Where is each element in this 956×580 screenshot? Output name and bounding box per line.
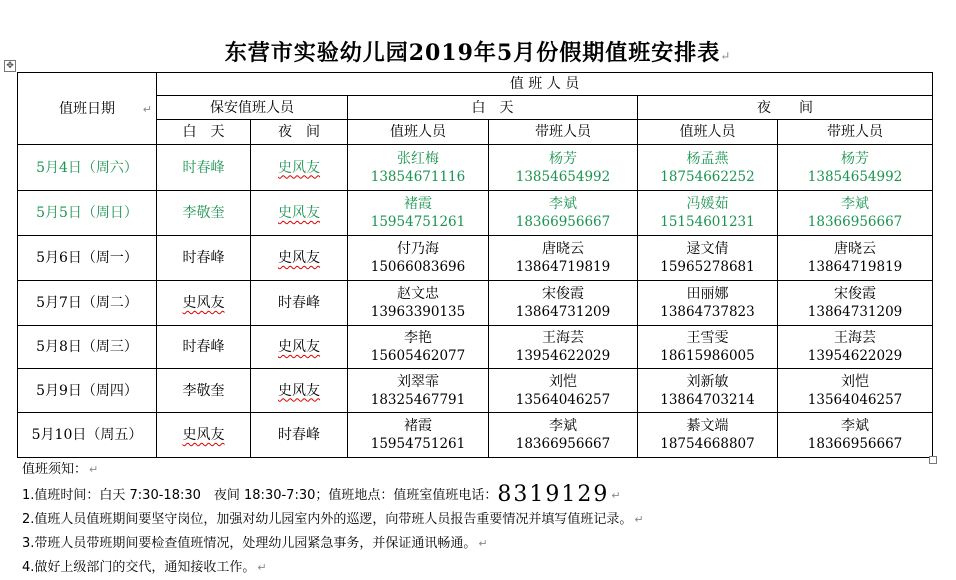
day-lead-person: [489, 191, 638, 236]
security-night-staff: 史风友: [251, 145, 348, 191]
person-name: 唐晓云: [542, 241, 584, 257]
duty-schedule-table: [17, 72, 933, 458]
day-duty-person: [348, 145, 489, 191]
person-phone: 18366956667: [807, 214, 903, 230]
person-name: 王海芸: [542, 330, 584, 346]
security-day-staff: 史风友: [157, 413, 251, 458]
person-phone: 13864719819: [515, 259, 611, 275]
day-lead-person: [489, 145, 638, 191]
night-duty-person: [638, 413, 778, 458]
schedule-row: [18, 281, 933, 326]
person-phone: 15154601231: [660, 214, 755, 230]
person-name: 宋俊霞: [834, 286, 877, 302]
security-day-staff: 时春峰: [157, 326, 251, 369]
person-name: 刘恺: [549, 373, 577, 390]
person-phone: 13864737823: [660, 304, 755, 320]
schedule-row: [18, 191, 933, 236]
day-lead-person: [489, 369, 638, 413]
night-lead-person: [778, 236, 933, 281]
header-security-group: 保安值班人员: [157, 96, 348, 120]
security-night-staff: 史风友: [251, 236, 348, 281]
day-duty-person: [348, 369, 489, 413]
night-lead-person: [778, 326, 933, 369]
notes-line-3: 3.带班人员带班期间要检查值班情况，处理幼儿园紧急事务，并保证通讯畅通。 ↵: [22, 536, 488, 551]
person-name: 王雪雯: [686, 330, 729, 346]
person-phone: 15605462077: [370, 348, 466, 364]
day-lead-person: [489, 281, 638, 326]
schedule-row: [18, 145, 933, 191]
person-name: 褚霞: [404, 418, 432, 434]
night-duty-person: [638, 145, 778, 191]
header-night-lead: 带班人员: [778, 120, 933, 145]
day-duty-person: [348, 281, 489, 326]
person-phone: 13854671116: [370, 168, 466, 185]
person-name: 李斌: [549, 196, 577, 212]
person-name: 杨芳: [841, 150, 870, 167]
night-duty-person: [638, 326, 778, 369]
person-phone: 18754668807: [660, 436, 755, 452]
person-phone: 13564046257: [515, 391, 611, 408]
person-phone: 15954751261: [370, 214, 466, 230]
schedule-row: [18, 369, 933, 413]
person-name: 褚霞: [404, 196, 432, 212]
person-phone: 15066083696: [370, 259, 466, 275]
person-phone: 13864731209: [807, 304, 903, 320]
person-name: 刘新敏: [686, 373, 729, 390]
person-name: 宋俊霞: [542, 286, 584, 302]
notes-line-1: 1.值班时间：白天 7:30-18:30 夜间 18:30-7:30；值班地点：值班室值班电话：8319129 ↵: [22, 482, 621, 507]
person-phone: 13854654992: [515, 168, 611, 185]
security-day-staff: 李敬奎: [157, 369, 251, 413]
security-day-staff: 时春峰: [157, 145, 251, 191]
person-name: 逯文倩: [686, 241, 729, 257]
header-night-shift: 夜 间: [638, 96, 933, 120]
night-duty-person: [638, 281, 778, 326]
security-night-staff: 时春峰: [251, 413, 348, 458]
person-name: 王海芸: [834, 330, 877, 346]
schedule-row: [18, 413, 933, 458]
document-title: [0, 36, 956, 67]
person-phone: 18366956667: [515, 436, 611, 452]
person-phone: 13954622029: [807, 348, 903, 364]
notes-heading: 值班须知： ↵: [22, 462, 99, 477]
person-phone: 13864731209: [515, 304, 611, 320]
person-name: 李艳: [404, 330, 432, 346]
header-day-lead: 带班人员: [489, 120, 638, 145]
person-phone: 13864703214: [660, 391, 755, 408]
person-name: 李斌: [549, 418, 577, 434]
schedule-date: 5月10日（周五）: [18, 413, 157, 458]
person-name: 綦文端: [686, 418, 729, 434]
night-lead-person: [778, 369, 933, 413]
day-lead-person: [489, 413, 638, 458]
person-phone: 18754662252: [660, 168, 755, 185]
schedule-date: 5月9日（周四）: [18, 369, 157, 413]
schedule-date: 5月4日（周六）: [18, 145, 157, 191]
security-day-staff: 史风友: [157, 281, 251, 326]
header-duty-group: 值 班 人 员: [157, 73, 933, 96]
person-name: 付乃海: [397, 241, 439, 257]
day-duty-person: [348, 413, 489, 458]
duty-notes: [22, 458, 952, 580]
person-name: 李斌: [841, 196, 870, 212]
person-phone: 13954622029: [515, 348, 611, 364]
header-night-duty: 值班人员: [638, 120, 778, 145]
night-duty-person: [638, 236, 778, 281]
night-lead-person: [778, 191, 933, 236]
day-lead-person: [489, 326, 638, 369]
table-move-anchor-icon[interactable]: ✥: [4, 60, 16, 72]
day-duty-person: [348, 326, 489, 369]
person-name: 杨芳: [549, 150, 577, 167]
header-security-night: 夜 间: [251, 120, 348, 145]
person-phone: 18615986005: [660, 348, 755, 364]
person-phone: 13963390135: [370, 304, 466, 320]
notes-line-2: 2.值班人员值班期间要坚守岗位，加强对幼儿园室内外的巡逻，向带班人员报告重要情况并填写值班记录。 ↵: [22, 512, 644, 527]
person-phone: 13854654992: [807, 168, 903, 185]
schedule-row: [18, 236, 933, 281]
paragraph-mark-icon: ↵: [720, 49, 732, 63]
night-lead-person: [778, 413, 933, 458]
night-lead-person: [778, 145, 933, 191]
person-phone: 18325467791: [370, 391, 466, 408]
header-day-duty: 值班人员: [348, 120, 489, 145]
header-date-col: 值班日期 ↵: [18, 73, 157, 145]
document-title-text: 东营市实验幼儿园2019年5月份假期值班安排表: [224, 40, 721, 66]
night-duty-person: [638, 369, 778, 413]
person-name: 冯媛茹: [686, 196, 729, 212]
person-name: 唐晓云: [834, 241, 877, 257]
person-name: 刘翠霏: [397, 373, 439, 390]
security-night-staff: 时春峰: [251, 281, 348, 326]
person-phone: 13864719819: [807, 259, 903, 275]
person-phone: 15965278681: [660, 259, 755, 275]
header-security-day: 白 天: [157, 120, 251, 145]
person-name: 李斌: [841, 418, 870, 434]
security-night-staff: 史风友: [251, 191, 348, 236]
header-day-shift: 白 天: [348, 96, 638, 120]
day-duty-person: [348, 236, 489, 281]
person-name: 杨孟燕: [686, 150, 729, 167]
person-phone: 18366956667: [515, 214, 611, 230]
schedule-date: 5月8日（周三）: [18, 326, 157, 369]
day-lead-person: [489, 236, 638, 281]
night-duty-person: [638, 191, 778, 236]
day-duty-person: [348, 191, 489, 236]
schedule-row: [18, 326, 933, 369]
security-night-staff: 史风友: [251, 369, 348, 413]
person-phone: 15954751261: [370, 436, 466, 452]
notes-line-4: 4.做好上级部门的交代，通知接收工作。 ↵: [22, 560, 267, 575]
person-name: 张红梅: [397, 150, 439, 167]
night-lead-person: [778, 281, 933, 326]
security-day-staff: 李敬奎: [157, 191, 251, 236]
duty-phone-number: 8319129: [497, 482, 610, 507]
person-name: 赵文忠: [397, 286, 439, 302]
schedule-date: 5月7日（周二）: [18, 281, 157, 326]
security-day-staff: 时春峰: [157, 236, 251, 281]
schedule-date: 5月6日（周一）: [18, 236, 157, 281]
person-phone: 18366956667: [807, 436, 903, 452]
person-name: 刘恺: [841, 373, 870, 390]
schedule-date: 5月5日（周日）: [18, 191, 157, 236]
person-name: 田丽娜: [686, 286, 729, 302]
security-night-staff: 史风友: [251, 326, 348, 369]
person-phone: 13564046257: [807, 391, 903, 408]
